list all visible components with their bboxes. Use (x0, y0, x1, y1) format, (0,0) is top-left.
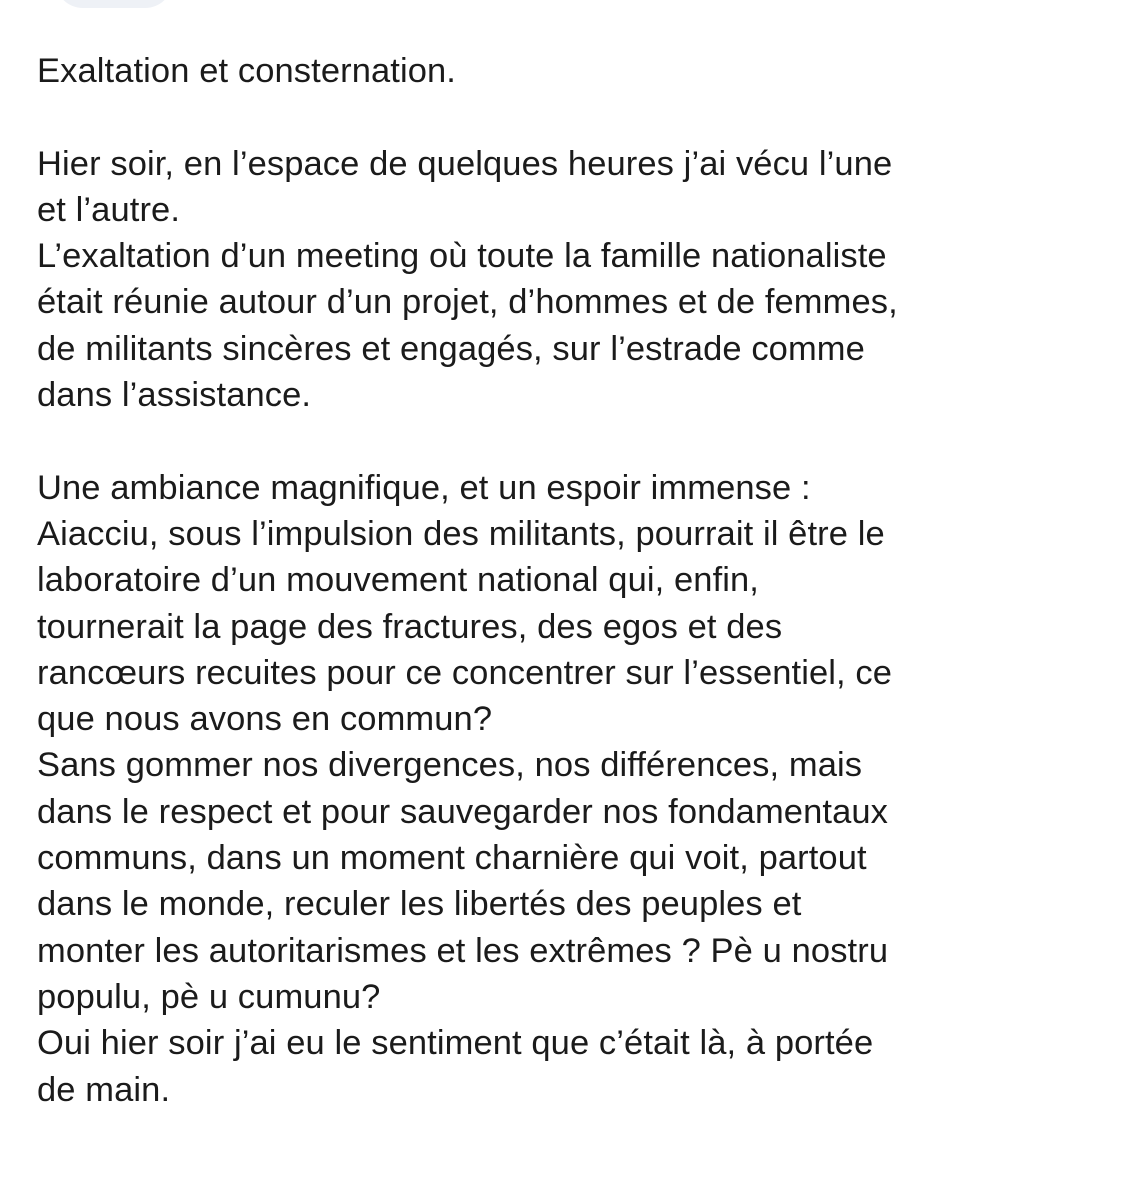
text-line: L’exaltation d’un meeting où toute la famille nationaliste (37, 237, 887, 276)
post-text (37, 48, 1112, 1113)
text-line: rancœurs recuites pour ce concentrer sur l’essentiel, ce (37, 653, 893, 692)
text-line: Hier soir, en l’espace de quelques heures j’ai vécu l’une (37, 144, 893, 183)
text-line: était réunie autour d’un projet, d’hommes et de femmes, (37, 283, 898, 322)
text-line: Oui hier soir j’ai eu le sentiment que c’était là, à portée (37, 1024, 874, 1063)
text-line: laboratoire d’un mouvement national qui, enfin, (37, 561, 759, 600)
text-line: de militants sincères et engagés, sur l’estrade comme (37, 329, 865, 368)
text-line: dans l’assistance. (37, 376, 312, 415)
text-line: monter les autoritarismes et les extrêmes ? Pè u nostru (37, 931, 889, 970)
paragraph-1 (37, 141, 1112, 419)
top-decorative-shape (55, 0, 173, 8)
text-line: dans le respect et pour sauvegarder nos fondamentaux (37, 792, 888, 831)
text-line: populu, pè u cumunu? (37, 977, 381, 1016)
text-line: dans le monde, reculer les libertés des peuples et (37, 885, 802, 924)
text-line: de main. (37, 1070, 171, 1109)
text-line: que nous avons en commun? (37, 700, 493, 739)
paragraph-2 (37, 465, 1112, 1113)
paragraph-gap (37, 418, 1112, 464)
title-paragraph (37, 48, 1112, 94)
text-line: et l’autre. (37, 190, 181, 229)
text-line: Aiacciu, sous l’impulsion des militants, pourrait il être le (37, 514, 885, 553)
text-line: Exaltation et consternation. (37, 52, 456, 90)
paragraph-gap (37, 94, 1112, 140)
text-line: Sans gommer nos divergences, nos différences, mais (37, 746, 863, 785)
text-line: Une ambiance magnifique, et un espoir immense : (37, 468, 811, 507)
text-line: communs, dans un moment charnière qui voit, partout (37, 839, 867, 878)
text-line: tournerait la page des fractures, des egos et des (37, 607, 783, 646)
